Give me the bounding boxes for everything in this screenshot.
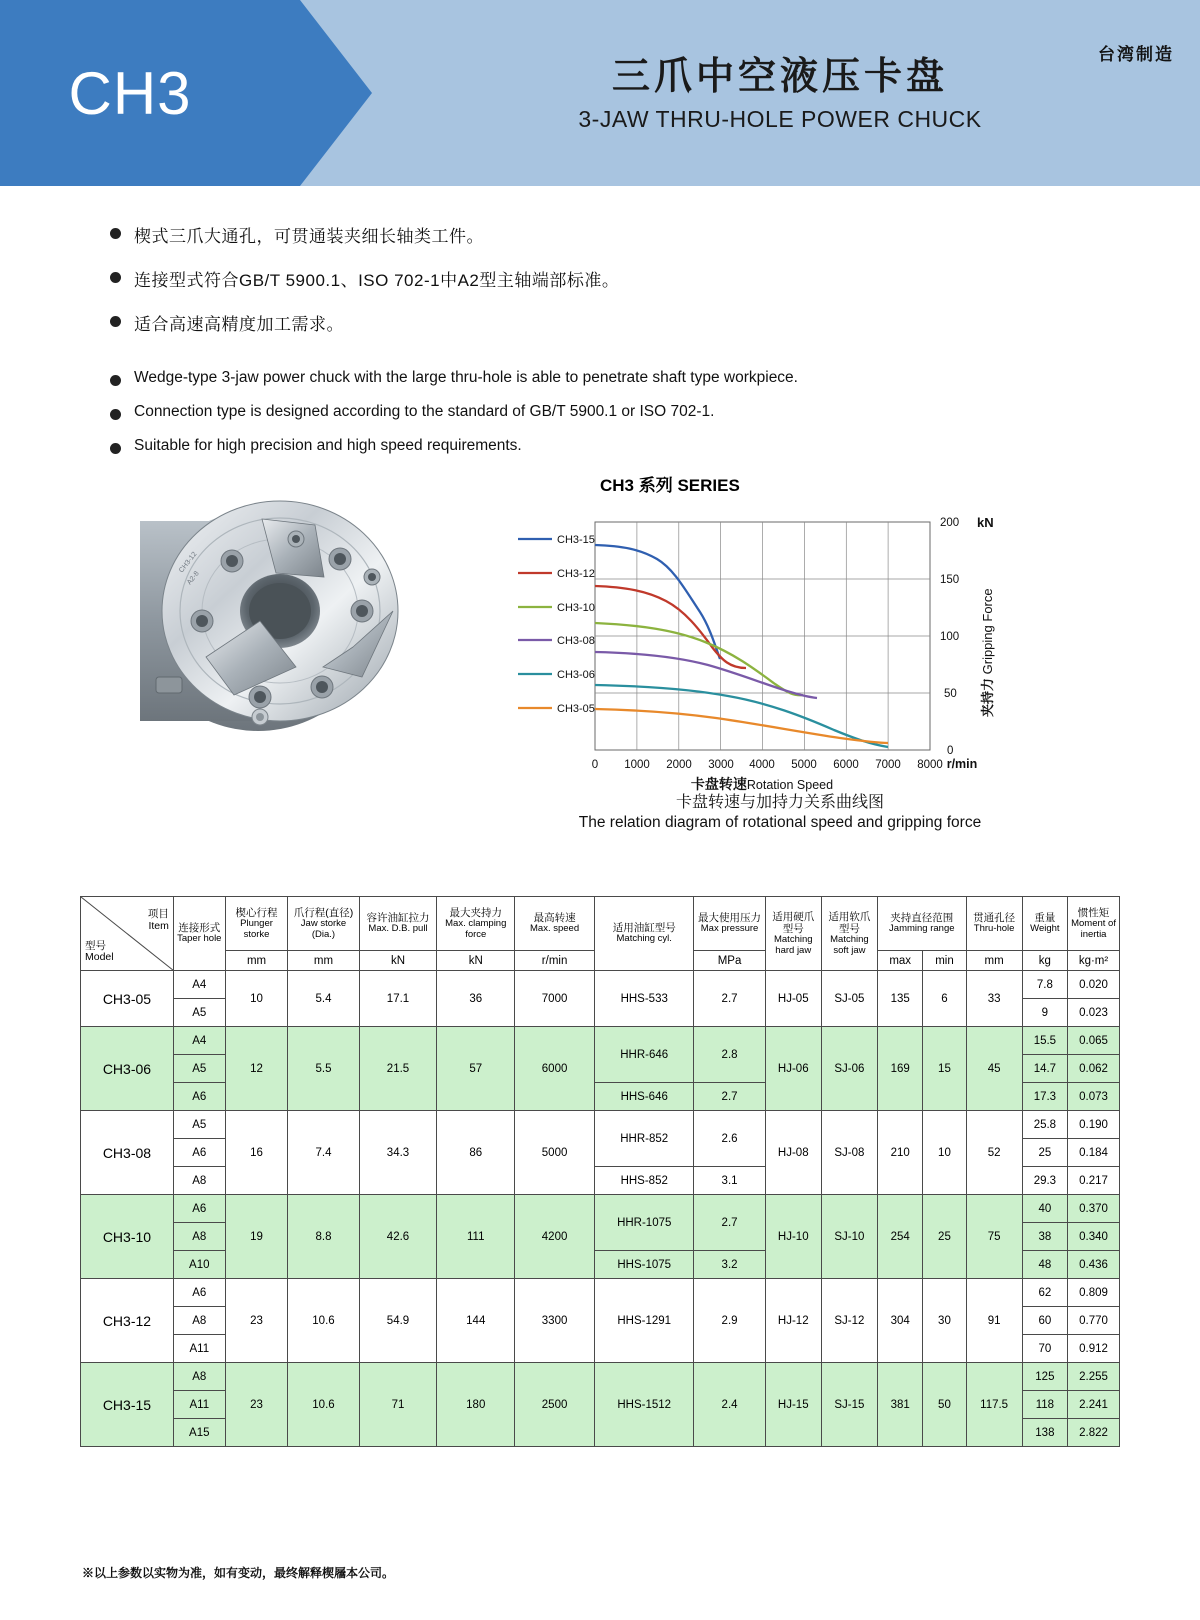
bullet-dot-icon bbox=[110, 272, 121, 283]
cell-taper: A11 bbox=[173, 1391, 225, 1419]
col-header-max-pressure: 最大使用压力 Max pressure bbox=[694, 897, 765, 951]
svg-text:kN: kN bbox=[977, 515, 994, 530]
svg-text:50: 50 bbox=[944, 688, 957, 700]
cell-taper: A8 bbox=[173, 1167, 225, 1195]
col-header-taper: 连接形式 Taper hole bbox=[173, 897, 225, 971]
cell-matching-cyl: HHS-1512 bbox=[595, 1363, 694, 1447]
svg-text:150: 150 bbox=[940, 574, 960, 586]
table-row bbox=[81, 1279, 1120, 1307]
cell-inertia: 2.241 bbox=[1068, 1391, 1120, 1419]
cell-clamping-force: 36 bbox=[437, 971, 515, 1027]
svg-text:200: 200 bbox=[940, 517, 960, 529]
cell-hard-jaw: HJ-05 bbox=[765, 971, 821, 1027]
cell-taper: A6 bbox=[173, 1279, 225, 1307]
cell-inertia: 0.912 bbox=[1068, 1335, 1120, 1363]
model-code-banner bbox=[0, 0, 300, 186]
list-item bbox=[110, 369, 1200, 387]
cell-taper: A4 bbox=[173, 1027, 225, 1055]
cell-max-speed: 3300 bbox=[515, 1279, 595, 1363]
unit-plunger: mm bbox=[225, 951, 288, 971]
cell-clamping-force: 111 bbox=[437, 1195, 515, 1279]
cell-weight: 25.8 bbox=[1022, 1111, 1067, 1139]
cell-range-max: 135 bbox=[878, 971, 923, 1027]
chart-plot-area bbox=[500, 502, 1060, 792]
cell-taper: A6 bbox=[173, 1195, 225, 1223]
cell-taper: A10 bbox=[173, 1251, 225, 1279]
cell-inertia: 0.065 bbox=[1068, 1027, 1120, 1055]
cell-db-pull: 54.9 bbox=[359, 1279, 437, 1363]
svg-text:A2-8: A2-8 bbox=[186, 570, 201, 587]
footnote: ※以上参数以实物为准，如有变动，最终解释楔屩本公司。 bbox=[82, 1566, 395, 1580]
col-header-thru-hole: 贯通孔径 Thru-hole bbox=[966, 897, 1022, 951]
chart-title: CH3 系列 SERIES bbox=[600, 476, 740, 495]
col-header-plunger: 楔心行程 Plunger storke bbox=[225, 897, 288, 951]
cell-max-pressure: 2.4 bbox=[694, 1363, 765, 1447]
bullet-dot-icon bbox=[110, 409, 121, 420]
cell-taper: A6 bbox=[173, 1139, 225, 1167]
cell-taper: A6 bbox=[173, 1083, 225, 1111]
cell-weight: 14.7 bbox=[1022, 1055, 1067, 1083]
cell-soft-jaw: SJ-10 bbox=[821, 1195, 877, 1279]
svg-text:6000: 6000 bbox=[833, 759, 859, 771]
cell-range-min: 30 bbox=[923, 1279, 966, 1363]
svg-text:CH3-10: CH3-10 bbox=[557, 602, 595, 614]
cell-range-min: 10 bbox=[923, 1111, 966, 1195]
cell-inertia: 0.340 bbox=[1068, 1223, 1120, 1251]
col-header-jaw-stroke: 爪行程(直径) Jaw storke (Dia.) bbox=[288, 897, 359, 951]
unit-range-max: max bbox=[878, 951, 923, 971]
list-item bbox=[110, 266, 1200, 291]
cell-weight: 62 bbox=[1022, 1279, 1067, 1307]
cell-plunger: 16 bbox=[225, 1111, 288, 1195]
page-header bbox=[0, 0, 1200, 186]
cell-range-min: 50 bbox=[923, 1363, 966, 1447]
cell-weight: 38 bbox=[1022, 1223, 1067, 1251]
col-header-hard-jaw: 适用硬爪型号 Matching hard jaw bbox=[765, 897, 821, 971]
cell-db-pull: 42.6 bbox=[359, 1195, 437, 1279]
cell-weight: 25 bbox=[1022, 1139, 1067, 1167]
cell-hard-jaw: HJ-06 bbox=[765, 1027, 821, 1111]
cell-weight: 15.5 bbox=[1022, 1027, 1067, 1055]
cell-plunger: 19 bbox=[225, 1195, 288, 1279]
svg-text:CH3-15: CH3-15 bbox=[557, 534, 595, 546]
specification-table bbox=[80, 896, 1120, 1447]
cell-soft-jaw: SJ-06 bbox=[821, 1027, 877, 1111]
svg-text:7000: 7000 bbox=[875, 759, 901, 771]
table-header-row bbox=[81, 897, 1120, 951]
cell-taper: A5 bbox=[173, 1111, 225, 1139]
cell-clamping-force: 57 bbox=[437, 1027, 515, 1111]
cell-thru-hole: 33 bbox=[966, 971, 1022, 1027]
cell-range-max: 381 bbox=[878, 1363, 923, 1447]
corner-model-cn: 型号 bbox=[85, 939, 106, 952]
svg-text:CH3-08: CH3-08 bbox=[557, 635, 595, 647]
svg-text:100: 100 bbox=[940, 631, 960, 643]
bullet-dot-icon bbox=[110, 228, 121, 239]
cell-db-pull: 17.1 bbox=[359, 971, 437, 1027]
cell-jaw-stroke: 5.5 bbox=[288, 1027, 359, 1111]
cell-matching-cyl: HHS-1291 bbox=[595, 1279, 694, 1363]
features-en-list bbox=[110, 369, 1200, 455]
cell-plunger: 23 bbox=[225, 1363, 288, 1447]
unit-max-pressure: MPa bbox=[694, 951, 765, 971]
cell-weight: 48 bbox=[1022, 1251, 1067, 1279]
cell-weight: 7.8 bbox=[1022, 971, 1067, 999]
list-item bbox=[110, 310, 1200, 335]
cell-plunger: 12 bbox=[225, 1027, 288, 1111]
list-item bbox=[110, 403, 1200, 421]
cell-jaw-stroke: 10.6 bbox=[288, 1279, 359, 1363]
cell-weight: 9 bbox=[1022, 999, 1067, 1027]
cell-range-max: 304 bbox=[878, 1279, 923, 1363]
cell-matching-cyl: HHR-646 bbox=[595, 1027, 694, 1083]
features-cn-list bbox=[110, 222, 1200, 335]
svg-text:0: 0 bbox=[947, 745, 954, 757]
cell-jaw-stroke: 7.4 bbox=[288, 1111, 359, 1195]
table-row bbox=[81, 1195, 1120, 1223]
cell-model: CH3-08 bbox=[81, 1111, 174, 1195]
col-header-matching-cyl: 适用油缸型号 Matching cyl. bbox=[595, 897, 694, 971]
cell-range-max: 210 bbox=[878, 1111, 923, 1195]
cell-weight: 29.3 bbox=[1022, 1167, 1067, 1195]
cell-taper: A15 bbox=[173, 1419, 225, 1447]
made-in-label: 台湾制造 bbox=[1098, 45, 1174, 64]
feature-text: Wedge-type 3-jaw power chuck with the large thru-hole is able to penetrate shaft type workpiece. bbox=[134, 369, 798, 386]
cell-range-max: 254 bbox=[878, 1195, 923, 1279]
cell-inertia: 2.255 bbox=[1068, 1363, 1120, 1391]
cell-max-speed: 2500 bbox=[515, 1363, 595, 1447]
cell-max-pressure: 2.7 bbox=[694, 1195, 765, 1251]
cell-inertia: 0.809 bbox=[1068, 1279, 1120, 1307]
model-code: CH3 bbox=[68, 59, 192, 127]
cell-taper: A8 bbox=[173, 1307, 225, 1335]
cell-soft-jaw: SJ-05 bbox=[821, 971, 877, 1027]
cell-thru-hole: 91 bbox=[966, 1279, 1022, 1363]
cell-max-pressure: 3.1 bbox=[694, 1167, 765, 1195]
cell-matching-cyl: HHS-1075 bbox=[595, 1251, 694, 1279]
cell-soft-jaw: SJ-15 bbox=[821, 1363, 877, 1447]
cell-model: CH3-15 bbox=[81, 1363, 174, 1447]
unit-inertia: kg·m² bbox=[1068, 951, 1120, 971]
table-row bbox=[81, 1363, 1120, 1391]
corner-item-en: Item bbox=[148, 919, 169, 932]
cell-weight: 125 bbox=[1022, 1363, 1067, 1391]
cell-clamping-force: 180 bbox=[437, 1363, 515, 1447]
cell-hard-jaw: HJ-12 bbox=[765, 1279, 821, 1363]
table-corner-cell bbox=[81, 897, 174, 971]
cell-taper: A4 bbox=[173, 971, 225, 999]
svg-text:卡盘转速Rotation Speed: 卡盘转速Rotation Speed bbox=[690, 776, 834, 792]
table-body bbox=[81, 971, 1120, 1447]
feature-text: Connection type is designed according to the standard of GB/T 5900.1 or ISO 702-1. bbox=[134, 403, 715, 420]
cell-db-pull: 21.5 bbox=[359, 1027, 437, 1111]
cell-soft-jaw: SJ-12 bbox=[821, 1279, 877, 1363]
cell-weight: 138 bbox=[1022, 1419, 1067, 1447]
cell-weight: 17.3 bbox=[1022, 1083, 1067, 1111]
page-title-cn: 三爪中空液压卡盘 bbox=[611, 55, 948, 98]
col-header-clamping-force: 最大夹持力 Max. clamping force bbox=[437, 897, 515, 951]
unit-weight: kg bbox=[1022, 951, 1067, 971]
unit-range-min: min bbox=[923, 951, 966, 971]
cell-matching-cyl: HHS-852 bbox=[595, 1167, 694, 1195]
header-titles bbox=[360, 53, 1200, 133]
col-header-db-pull: 容许油缸拉力 Max. D.B. pull bbox=[359, 897, 437, 951]
cell-inertia: 0.190 bbox=[1068, 1111, 1120, 1139]
cell-model: CH3-12 bbox=[81, 1279, 174, 1363]
cell-max-speed: 6000 bbox=[515, 1027, 595, 1111]
corner-item-cn: 项目 bbox=[147, 908, 169, 920]
cell-inertia: 0.770 bbox=[1068, 1307, 1120, 1335]
feature-text: 楔式三爪大通孔，可贯通装夹细长轴类工件。 bbox=[134, 227, 484, 246]
chart-caption-cn: 卡盘转速与加持力关系曲线图 bbox=[675, 794, 884, 811]
svg-text:CH3-06: CH3-06 bbox=[557, 669, 595, 681]
svg-text:CH3-12: CH3-12 bbox=[557, 568, 595, 580]
cell-plunger: 23 bbox=[225, 1279, 288, 1363]
chart-caption-en: The relation diagram of rotational speed and gripping force bbox=[578, 814, 982, 831]
cell-range-min: 6 bbox=[923, 971, 966, 1027]
unit-jaw-stroke: mm bbox=[288, 951, 359, 971]
list-item bbox=[110, 437, 1200, 455]
cell-max-pressure: 2.8 bbox=[694, 1027, 765, 1083]
cell-taper: A8 bbox=[173, 1363, 225, 1391]
cell-jaw-stroke: 5.4 bbox=[288, 971, 359, 1027]
table-row bbox=[81, 1027, 1120, 1055]
cell-matching-cyl: HHS-646 bbox=[595, 1083, 694, 1111]
cell-inertia: 0.020 bbox=[1068, 971, 1120, 999]
cell-taper: A8 bbox=[173, 1223, 225, 1251]
cell-jaw-stroke: 8.8 bbox=[288, 1195, 359, 1279]
list-item bbox=[110, 222, 1200, 247]
cell-max-pressure: 2.7 bbox=[694, 971, 765, 1027]
unit-clamping-force: kN bbox=[437, 951, 515, 971]
svg-text:5000: 5000 bbox=[791, 759, 817, 771]
cell-inertia: 2.822 bbox=[1068, 1419, 1120, 1447]
svg-text:0: 0 bbox=[591, 759, 599, 771]
cell-clamping-force: 86 bbox=[437, 1111, 515, 1195]
cell-thru-hole: 75 bbox=[966, 1195, 1022, 1279]
svg-text:8000: 8000 bbox=[917, 759, 943, 771]
svg-text:1000: 1000 bbox=[624, 759, 650, 771]
cell-db-pull: 34.3 bbox=[359, 1111, 437, 1195]
cell-inertia: 0.062 bbox=[1068, 1055, 1120, 1083]
cell-range-min: 25 bbox=[923, 1195, 966, 1279]
table-row bbox=[81, 1111, 1120, 1139]
svg-text:CH3-12: CH3-12 bbox=[178, 550, 199, 575]
cell-max-pressure: 2.9 bbox=[694, 1279, 765, 1363]
cell-max-pressure: 3.2 bbox=[694, 1251, 765, 1279]
svg-text:r/min: r/min bbox=[946, 757, 978, 771]
cell-thru-hole: 117.5 bbox=[966, 1363, 1022, 1447]
svg-text:夹持力 Gripping Force: 夹持力 Gripping Force bbox=[980, 588, 995, 717]
unit-max-speed: r/min bbox=[515, 951, 595, 971]
cell-matching-cyl: HHR-852 bbox=[595, 1111, 694, 1167]
cell-hard-jaw: HJ-08 bbox=[765, 1111, 821, 1195]
cell-max-pressure: 2.7 bbox=[694, 1083, 765, 1111]
col-header-soft-jaw: 适用软爪型号 Matching soft jaw bbox=[821, 897, 877, 971]
cell-inertia: 0.370 bbox=[1068, 1195, 1120, 1223]
corner-model-en: Model bbox=[85, 951, 114, 964]
cell-model: CH3-06 bbox=[81, 1027, 174, 1111]
svg-text:3000: 3000 bbox=[708, 759, 734, 771]
cell-weight: 118 bbox=[1022, 1391, 1067, 1419]
cell-max-speed: 4200 bbox=[515, 1195, 595, 1279]
cell-model: CH3-05 bbox=[81, 971, 174, 1027]
page-title-en: 3-JAW THRU-HOLE POWER CHUCK bbox=[578, 106, 982, 133]
cell-range-max: 169 bbox=[878, 1027, 923, 1111]
svg-text:2000: 2000 bbox=[666, 759, 692, 771]
cell-jaw-stroke: 10.6 bbox=[288, 1363, 359, 1447]
cell-weight: 60 bbox=[1022, 1307, 1067, 1335]
feature-text: 适合高速高精度加工需求。 bbox=[134, 315, 344, 334]
bullet-dot-icon bbox=[110, 443, 121, 454]
cell-taper: A11 bbox=[173, 1335, 225, 1363]
feature-text: Suitable for high precision and high speed requirements. bbox=[134, 437, 522, 454]
cell-matching-cyl: HHS-533 bbox=[595, 971, 694, 1027]
gripping-force-chart bbox=[500, 471, 1060, 792]
svg-text:CH3-05: CH3-05 bbox=[557, 703, 595, 715]
cell-range-min: 15 bbox=[923, 1027, 966, 1111]
product-and-chart-section bbox=[0, 471, 1200, 871]
product-photo-chuck bbox=[110, 481, 440, 741]
cell-inertia: 0.184 bbox=[1068, 1139, 1120, 1167]
cell-db-pull: 71 bbox=[359, 1363, 437, 1447]
cell-thru-hole: 52 bbox=[966, 1111, 1022, 1195]
cell-hard-jaw: HJ-10 bbox=[765, 1195, 821, 1279]
cell-model: CH3-10 bbox=[81, 1195, 174, 1279]
cell-soft-jaw: SJ-08 bbox=[821, 1111, 877, 1195]
col-header-inertia: 惯性矩 Moment of inertia bbox=[1068, 897, 1120, 951]
col-header-max-speed: 最高转速 Max. speed bbox=[515, 897, 595, 951]
bullet-dot-icon bbox=[110, 375, 121, 386]
feature-text: 连接型式符合GB/T 5900.1、ISO 702-1中A2型主轴端部标准。 bbox=[134, 271, 620, 290]
cell-max-speed: 5000 bbox=[515, 1111, 595, 1195]
unit-thru-hole: mm bbox=[966, 951, 1022, 971]
table-row bbox=[81, 971, 1120, 999]
bullet-dot-icon bbox=[110, 316, 121, 327]
cell-inertia: 0.023 bbox=[1068, 999, 1120, 1027]
cell-plunger: 10 bbox=[225, 971, 288, 1027]
cell-thru-hole: 45 bbox=[966, 1027, 1022, 1111]
chart-caption bbox=[400, 789, 1160, 832]
col-header-jamming-range: 夹持直径范围 Jamming range bbox=[878, 897, 967, 951]
cell-taper: A5 bbox=[173, 999, 225, 1027]
cell-max-speed: 7000 bbox=[515, 971, 595, 1027]
cell-taper: A5 bbox=[173, 1055, 225, 1083]
cell-weight: 40 bbox=[1022, 1195, 1067, 1223]
cell-max-pressure: 2.6 bbox=[694, 1111, 765, 1167]
cell-weight: 70 bbox=[1022, 1335, 1067, 1363]
col-header-weight: 重量 Weight bbox=[1022, 897, 1067, 951]
cell-inertia: 0.436 bbox=[1068, 1251, 1120, 1279]
cell-clamping-force: 144 bbox=[437, 1279, 515, 1363]
svg-text:4000: 4000 bbox=[749, 759, 775, 771]
cell-inertia: 0.073 bbox=[1068, 1083, 1120, 1111]
cell-matching-cyl: HHR-1075 bbox=[595, 1195, 694, 1251]
unit-db-pull: kN bbox=[359, 951, 437, 971]
cell-hard-jaw: HJ-15 bbox=[765, 1363, 821, 1447]
cell-inertia: 0.217 bbox=[1068, 1167, 1120, 1195]
